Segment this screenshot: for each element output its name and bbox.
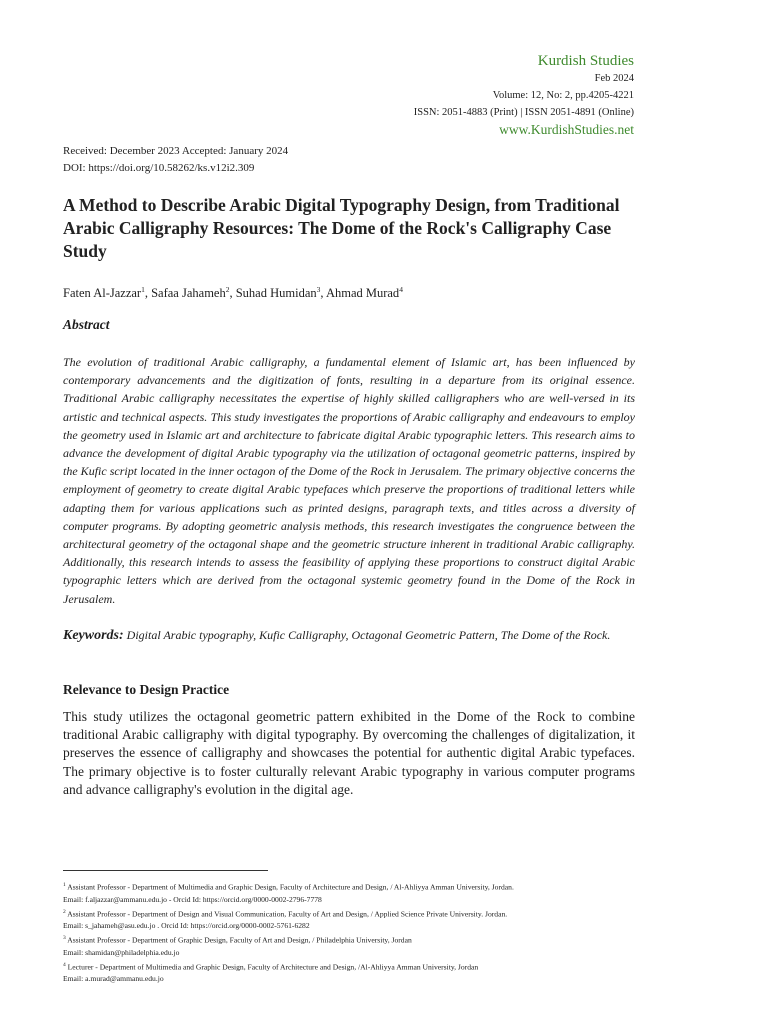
footnote-affiliation: $^1$ Assistant Professor - Department of Multimedia and Graphic Design, Faculty of Architecture and Design, / Al-Ahliyya Amman University, Jordan.: [63, 882, 514, 892]
issue-date: Feb 2024: [594, 73, 634, 84]
author-name: Suhad Humidan: [235, 286, 317, 301]
footnote-affiliation: $^3$ Assistant Professor - Department of Graphic Design, Faculty of Art and Design, / Philadelphia University, Jordan: [63, 935, 412, 945]
author-list: Faten Al-Jazzar$^1$, Safaa Jahameh$^2$, Suhad Humidan$^3$, Ahmad Murad$^4$: [63, 285, 403, 301]
footnote-affiliation: $^4$ Lecturer - Department of Multimedia and Graphic Design, Faculty of Architecture and Design, /Al-Ahliyya Amman University, Jordan: [63, 961, 479, 972]
issn-info: ISSN: 2051-4883 (Print) | ISSN 2051-4891 (Online): [413, 107, 634, 118]
relevance-text: This study utilizes the octagonal geometric pattern exhibited in the Dome of the Rock to combine traditional Arabic calligraphy with digital typography. By overcoming the challenges of digitalization, it preserves the essence of calligraphy and showcases the potential for authentic digital Arabic typefaces. The primary objective is to foster culturally relevant Arabic typography in various computer programs and advance calligraphy's evolution in the digital age.: [63, 709, 635, 797]
journal-header: [414, 52, 634, 139]
author-affiliation-mark: 2: [225, 285, 230, 294]
keywords-label: Keywords:: [63, 628, 124, 643]
footnote-mark: 4: [63, 961, 66, 968]
paper-title: A Method to Describe Arabic Digital Typography Design, from Traditional Arabic Calligraphy Resources: The Dome of the Rock's Calligraphy Case Study: [63, 195, 620, 261]
journal-website-link[interactable]: www.KurdishStudies.net: [499, 122, 634, 137]
doi-link[interactable]: DOI: https://doi.org/10.58262/ks.v12i2.309: [63, 162, 255, 174]
volume-info: Volume: 12, No: 2, pp.4205-4221: [492, 90, 634, 101]
footnote-divider: [63, 870, 268, 871]
footnote-affiliation: $^2$ Assistant Professor - Department of Design and Visual Communication, Faculty of Art and Design, / Applied Science Private University. Jordan.: [63, 908, 508, 919]
footnote-mark: 2: [63, 908, 66, 915]
footnote-contact: Email: a.murad@ammanu.edu.jo: [63, 974, 164, 984]
abstract-heading: Abstract: [63, 317, 110, 332]
author-affiliation-mark: 1: [141, 285, 145, 294]
footnote-mark: 1: [63, 882, 66, 888]
footnote-contact: Email: s_jahameh@asu.edu.jo . Orcid Id: https://orcid.org/0000-0002-5761-6282: [63, 921, 310, 931]
author-affiliation-mark: 3: [316, 285, 321, 294]
author-affiliation-mark: 4: [399, 285, 403, 294]
footnote-mark: 3: [63, 935, 66, 942]
footnote-contact: Email: f.aljazzar@ammanu.edu.jo - Orcid Id: https://orcid.org/0000-0002-2796-7778: [63, 894, 322, 904]
abstract-text: The evolution of traditional Arabic calligraphy, a fundamental element of Islamic art, has been influenced by contemporary advancements and the digitization of fonts, resulting in a departure from its original essence. Traditional Arabic calligraphy necessitates the expertise of highly skilled calligraphers who are well-versed in its artistic and technical aspects. This study investigates the proportions of Arabic calligraphy and endeavours to employ the geometry used in Islamic art and architecture to fabricate digital Arabic typographic letters. This research aims to advance the development of digital Arabic typography via the utilization of octagonal geometric patterns, inspired by the Kufic script located in the inner octagon of the Dome of the Rock in Jerusalem. The primary objective concerns the employment of geometry to create digital Arabic typefaces which preserve the proportions of traditional letters while adapting them for various applications such as printed designs, paragraph texts, and titles across a diversity of computer programs. By adopting geometric analysis methods, this research investigates the congruence between the architectural geometry of the octagonal shape and the geometric structure inherent in traditional Arabic calligraphy. Additionally, this research intends to assess the feasibility of applying these proportions to construct digital Arabic typographic letters which are derived from the octagonal systemic geometry found in the Dome of the Rock in Jerusalem.: [63, 355, 635, 606]
footnotes: [63, 879, 643, 985]
author-name: Safaa Jahameh: [151, 286, 226, 301]
footnote-contact: Email: shamidan@philadelphia.edu.jo: [63, 947, 180, 957]
received-accepted-dates: Received: December 2023 Accepted: January 2024: [63, 145, 289, 157]
author-name: Ahmad Murad: [325, 286, 400, 301]
relevance-heading: Relevance to Design Practice: [63, 682, 230, 697]
keywords-text: Digital Arabic typography, Kufic Calligraphy, Octagonal Geometric Pattern, The Dome of the Rock.: [126, 628, 611, 642]
author-name: Faten Al-Jazzar: [63, 286, 142, 301]
article-meta: [63, 143, 288, 177]
keywords-section: [63, 626, 635, 645]
journal-name: Kurdish Studies: [537, 53, 634, 69]
